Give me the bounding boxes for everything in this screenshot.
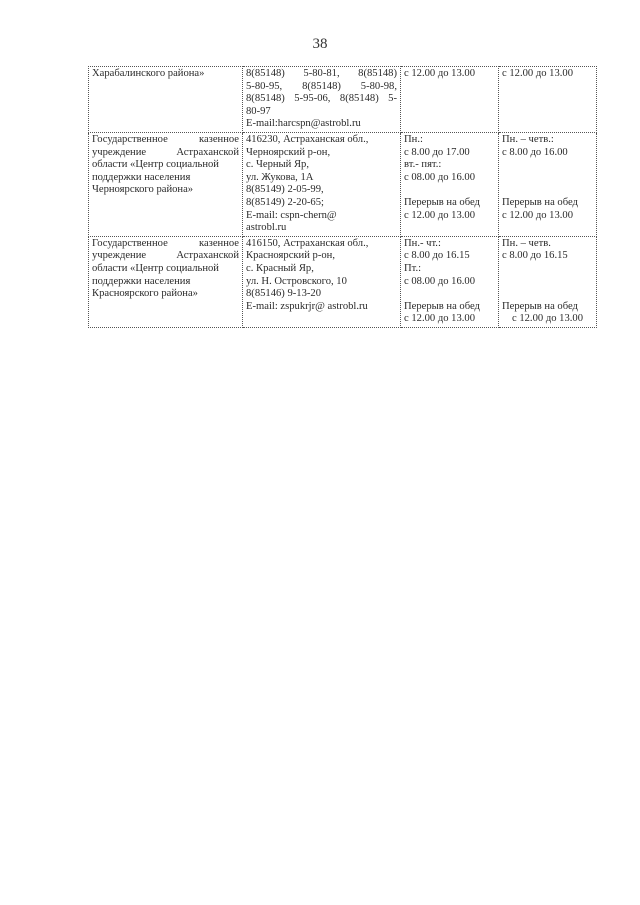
schedule-line: Перерыв на обед (502, 196, 578, 208)
contacts-cell (243, 236, 401, 327)
contact-line: Черноярский р-он, (246, 146, 331, 158)
contact-line: 416150, Астраханская обл., (246, 237, 369, 249)
spacer (502, 276, 593, 289)
schedule-cell (401, 67, 499, 133)
schedule-line: Пт.: (404, 262, 422, 274)
contact-line: Красноярский р-он, (246, 250, 335, 262)
schedule-line: с 8.00 до 16.00 (502, 146, 568, 158)
schedule-line: с 08.00 до 16.00 (404, 275, 476, 287)
schedule-line: Пн.- чт.: (404, 237, 441, 249)
schedule-cell (499, 67, 597, 133)
schedule-line: с 12.00 до 13.00 (404, 313, 476, 325)
schedule-cell (499, 236, 597, 327)
schedule-line: Пн. – четв. (502, 237, 551, 249)
contact-line: ул. Жукова, 1А (246, 171, 314, 183)
spacer (502, 288, 593, 301)
table-row (89, 67, 597, 133)
schedule-line: Перерыв на обед (404, 196, 480, 208)
schedule-line: с 08.00 до 16.00 (404, 171, 476, 183)
email-line: astrobl.ru (246, 222, 287, 234)
email-line: E-mail: cspn-chern@ (246, 209, 337, 221)
org-line: поддержки населения (92, 275, 191, 287)
org-cell (89, 132, 243, 236)
contact-line: 8(85148) 5-80-81, 8(85148) (246, 68, 397, 79)
schedule-cell (499, 132, 597, 236)
contact-line: 8(85148) 5-95-06, 8(85148) 5- (246, 93, 397, 105)
contacts-cell (243, 67, 401, 133)
org-line: области «Центр социальной (92, 262, 219, 274)
email-line: E-mail: zspukrjr@ astrobl.ru (246, 300, 368, 312)
contact-line: 8(85146) 9-13-20 (246, 288, 322, 300)
org-line: Черноярского района» (92, 184, 194, 196)
spacer (502, 159, 593, 172)
schedule-line: с 12.00 до 13.00 (511, 313, 583, 325)
schedule-cell (401, 132, 499, 236)
org-line: Харабалинского района» (92, 68, 205, 79)
org-line: Государственное казенное (92, 133, 239, 145)
schedule-line: Пн.: (404, 133, 423, 145)
schedule-line: Перерыв на обед (502, 300, 578, 312)
org-line: учреждение Астраханской (92, 146, 239, 158)
schedule-line: с 12.00 до 13.00 (502, 209, 574, 221)
spacer (502, 184, 593, 197)
table-row (89, 236, 597, 327)
schedule-line: Пн. – четв.: (502, 133, 554, 145)
schedule-line: с 12.00 до 13.00 (502, 68, 574, 79)
email-line: E-mail:harcspn@astrobl.ru (246, 118, 361, 130)
institutions-table (88, 66, 597, 328)
org-line: области «Центр социальной (92, 159, 219, 171)
contact-line: 80-97 (246, 105, 271, 117)
org-line: Государственное казенное (92, 237, 239, 249)
page-number: 38 (312, 36, 328, 52)
spacer (404, 184, 495, 197)
schedule-line: Перерыв на обед (404, 300, 480, 312)
org-line: Красноярского района» (92, 288, 198, 300)
org-cell (89, 67, 243, 133)
schedule-line: с 8.00 до 16.15 (502, 250, 568, 262)
table-row (89, 132, 597, 236)
contact-line: 8(85149) 2-05-99, (246, 184, 324, 196)
spacer (502, 263, 593, 276)
schedule-line: с 8.00 до 16.15 (404, 250, 470, 262)
schedule-line: с 12.00 до 13.00 (404, 68, 476, 79)
schedule-line: с 12.00 до 13.00 (404, 209, 476, 221)
contact-line: 8(85149) 2-20-65; (246, 196, 324, 208)
contacts-cell (243, 132, 401, 236)
contact-line: 416230, Астраханская обл., (246, 133, 369, 145)
schedule-line: с 8.00 до 17.00 (404, 146, 470, 158)
schedule-cell (401, 236, 499, 327)
contact-line: с. Красный Яр, (246, 262, 314, 274)
spacer (502, 172, 593, 185)
contact-line: ул. Н. Островского, 10 (246, 275, 347, 287)
org-line: поддержки населения (92, 171, 191, 183)
schedule-line: вт.- пят.: (404, 159, 442, 171)
org-cell (89, 236, 243, 327)
spacer (404, 288, 495, 301)
contact-line: с. Черный Яр, (246, 159, 309, 171)
contact-line: 5-80-95, 8(85148) 5-80-98, (246, 80, 397, 92)
org-line: учреждение Астраханской (92, 250, 239, 262)
